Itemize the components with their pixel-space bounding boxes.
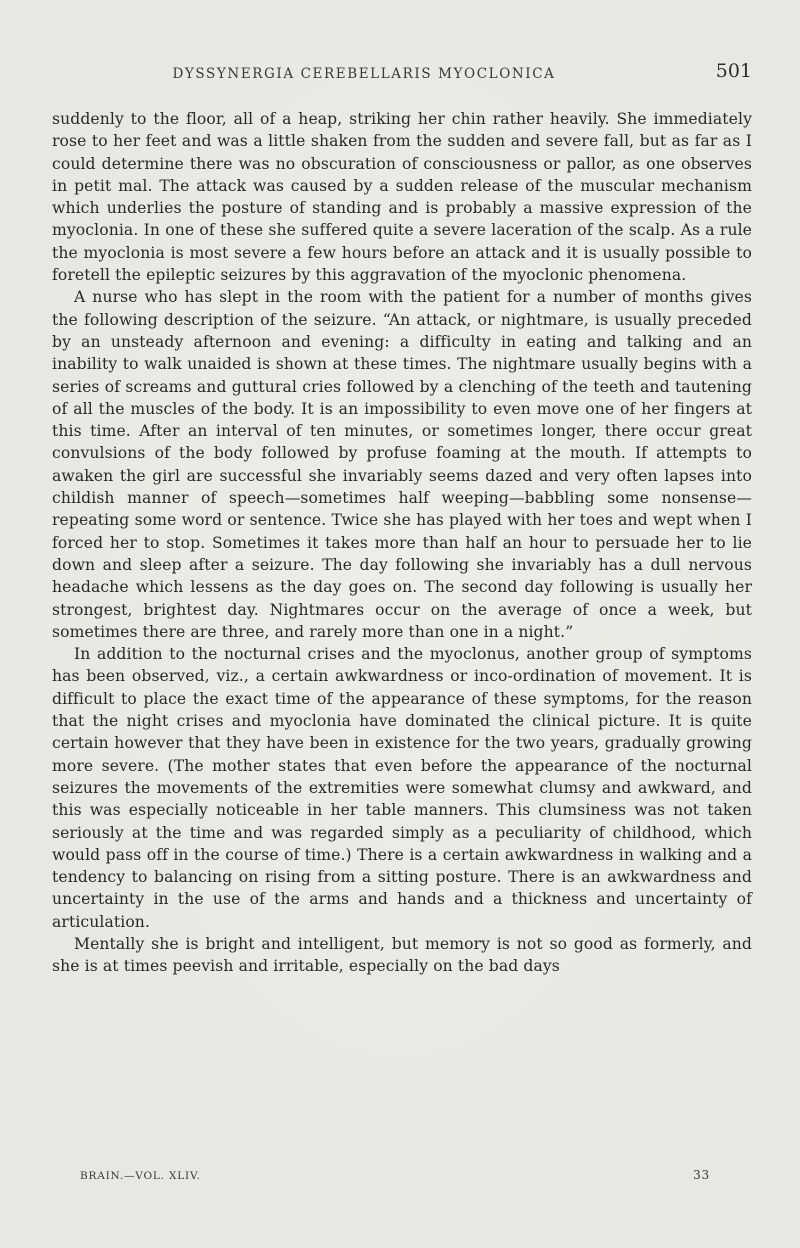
running-head-title: DYSSYNERGIA CEREBELLARIS MYOCLONICA — [172, 66, 556, 82]
footer-signature-mark: 33 — [693, 1168, 710, 1182]
page-number: 501 — [715, 60, 752, 82]
paragraph-incoordination: In addition to the nocturnal crises and the myoclonus, another group of symptoms has been observed, viz., a certain awkwardness or inco-ordination of movement. It is difficult to place the exact time of the appearance of these symptoms, for the reason that the night crises and myoclonia have dominated the clinical picture. It is quite certain however that they have been in existence for the two years, gradually growing more severe. (The mother states that even before the appearance of the nocturnal seizures the movements of the extremities were somewhat clumsy and awkward, and this was especially noticeable in her table manners. This clumsiness was not taken seriously at the time and was regarded simply as a peculiarity of childhood, which would pass off in the course of time.) There is a certain awkwardness in walking and a tendency to balancing on rising from a sitting posture. There is an awkwardness and uncertainty in the use of the arms and hands and a thickness and uncertainty of articulation. — [52, 645, 752, 931]
body-text — [52, 108, 752, 978]
paragraph-nurse-description: A nurse who has slept in the room with the patient for a number of months gives the following description of the seizure. “An attack, or nightmare, is usually preceded by an unsteady afternoon and evening: a difficulty in eating and talking and an inability to walk unaided is shown at these times. The nightmare usually begins with a series of screams and guttural cries followed by a clenching of the teeth and tautening of all the muscles of the body. It is an impossibility to even move one of her fingers at this time. After an interval of ten minutes, or sometimes longer, there occur great convulsions of the body followed by profuse foaming at the mouth. If attempts to awaken the girl are successful she invariably seems dazed and very often lapses into childish manner of speech—sometimes half weeping—babbling some nonsense—repeating some word or sentence. Twice she has played with her toes and wept when I forced her to stop. Sometimes it takes more than half an hour to persuade her to lie down and sleep after a seizure. The day following she invariably has a dull nervous headache which lessens as the day goes on. The second day following is usually her strongest, brightest day. Nightmares occur on the average of once a week, but sometimes there are three, and rarely more than one in a night.” — [52, 288, 752, 641]
running-header — [52, 60, 752, 86]
page-footer — [80, 1170, 710, 1190]
paragraph-continued: suddenly to the floor, all of a heap, striking her chin rather heavily. She immediately rose to her feet and was a little shaken from the sudden and severe fall, but as far as I could determine there was no obscuration of consciousness or pallor, as one observes in petit mal. The attack was caused by a sudden release of the muscular mechanism which underlies the posture of standing and is probably a massive expression of the myoclonia. In one of these she suffered quite a severe laceration of the scalp. As a rule the myoclonia is most severe a few hours before an attack and it is usually possible to foretell the epileptic seizures by this aggravation of the myoclonic phenomena. — [52, 110, 752, 285]
paragraph-mental-state: Mentally she is bright and intelligent, but memory is not so good as formerly, and she is at times peevish and irritable, especially on the bad days — [52, 934, 752, 976]
footer-journal-volume: BRAIN.—VOL. XLIV. — [80, 1170, 201, 1182]
